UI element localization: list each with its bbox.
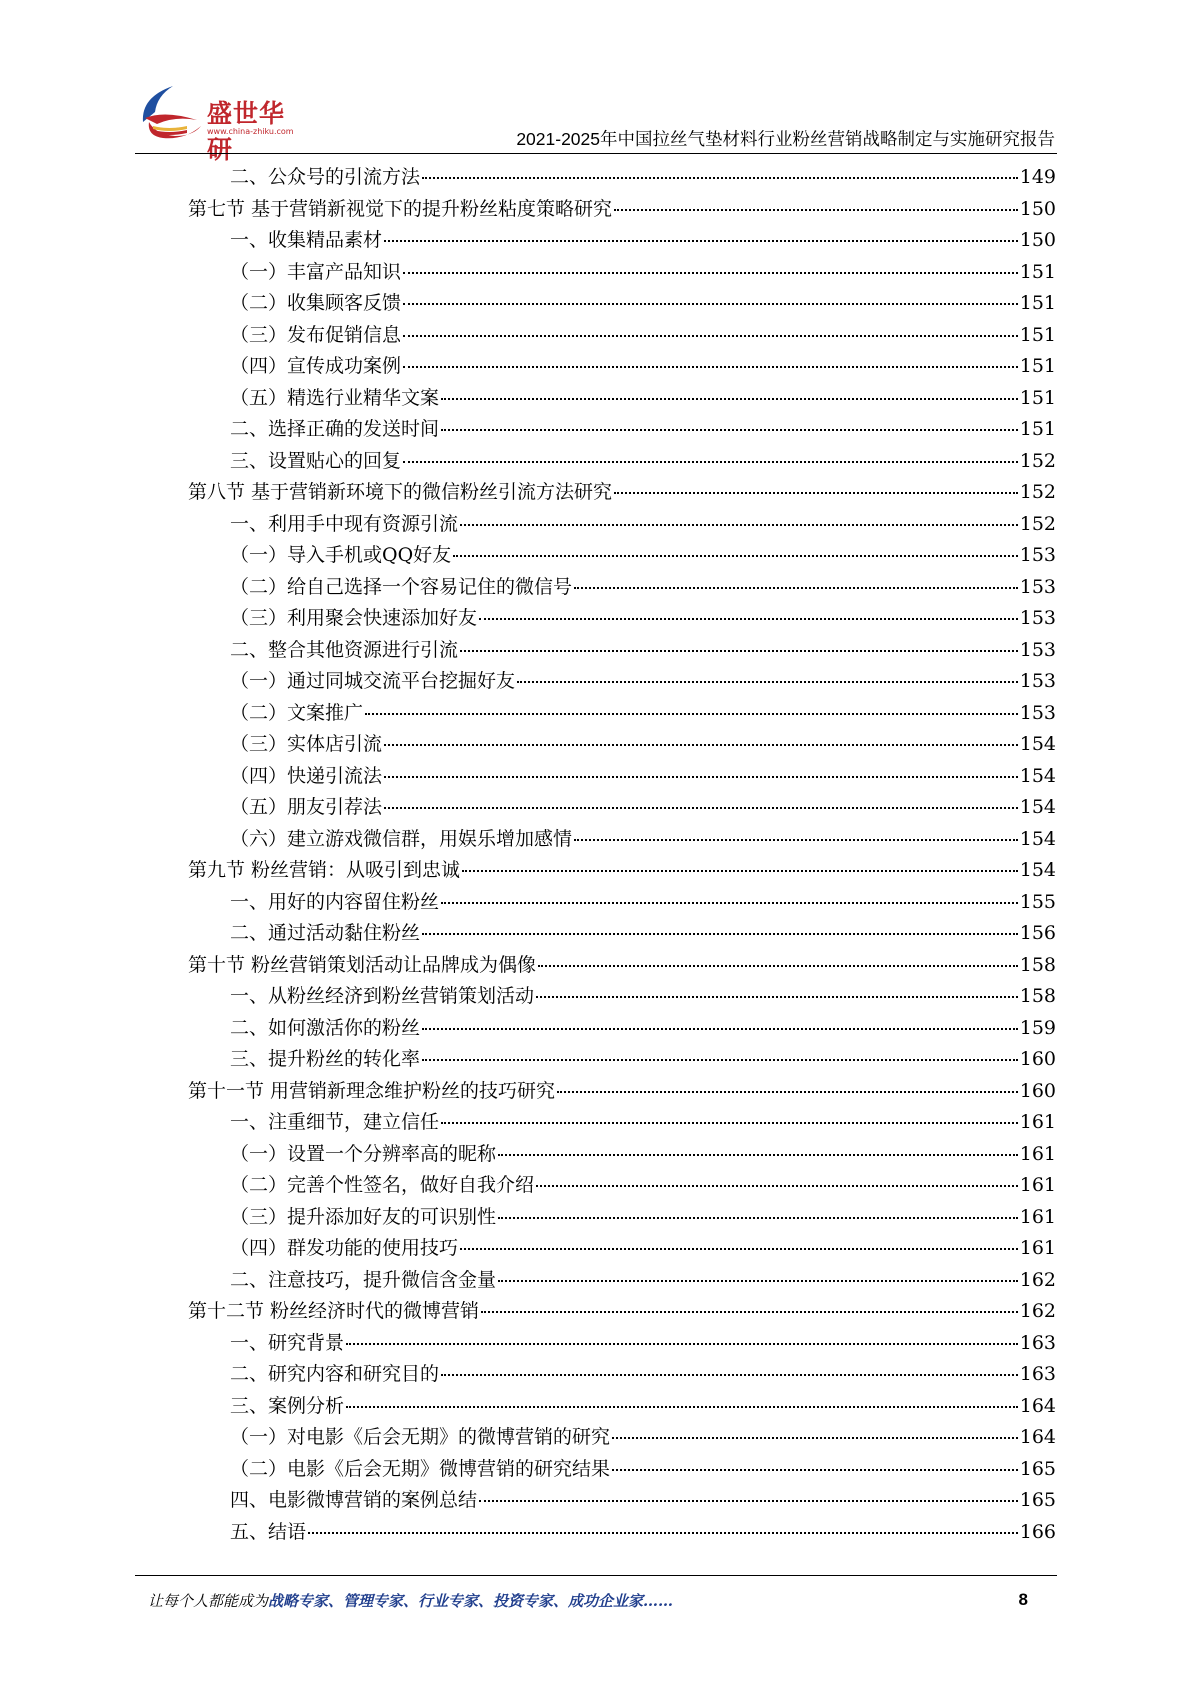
toc-entry-label: 二、整合其他资源进行引流 [230, 638, 459, 661]
toc-dot-leader [614, 208, 1018, 211]
toc-entry-label: （三）实体店引流 [230, 733, 383, 755]
slogan-highlight: 战略专家、管理专家、行业专家、投资专家、成功企业家…… [268, 1592, 674, 1610]
toc-dot-leader [422, 1027, 1018, 1030]
toc-entry[interactable] [150, 1139, 1056, 1171]
toc-dot-leader [460, 649, 1018, 652]
toc-entry-page: 154 [1019, 796, 1056, 818]
toc-entry-label: 三、提升粉丝的转化率 [230, 1048, 421, 1070]
toc-entry-page: 164 [1019, 1394, 1056, 1417]
toc-entry[interactable] [150, 1202, 1056, 1234]
toc-entry[interactable] [150, 225, 1056, 257]
toc-dot-leader [460, 523, 1018, 526]
toc-dot-leader [614, 491, 1018, 494]
toc-entry-page: 161 [1019, 1111, 1056, 1133]
toc-entry-page: 165 [1019, 1489, 1056, 1511]
toc-dot-leader [346, 1342, 1018, 1345]
toc-entry-page: 156 [1019, 922, 1056, 944]
toc-entry[interactable] [150, 572, 1056, 604]
toc-dot-leader [498, 1279, 1018, 1282]
toc-entry-page: 153 [1019, 607, 1056, 629]
toc-entry[interactable] [150, 603, 1056, 635]
toc-entry-page: 166 [1019, 1520, 1056, 1543]
toc-dot-leader [453, 554, 1018, 557]
toc-entry-page: 149 [1019, 166, 1056, 188]
toc-entry-page: 153 [1019, 638, 1056, 661]
header-divider [135, 153, 1057, 154]
toc-dot-leader [441, 1121, 1018, 1124]
toc-entry[interactable] [150, 792, 1056, 824]
toc-dot-leader [422, 176, 1018, 179]
toc-entry-page: 165 [1019, 1457, 1056, 1480]
toc-dot-leader [441, 428, 1018, 431]
toc-entry[interactable] [150, 761, 1056, 793]
toc-entry-label: （二）电影《后会无期》微博营销的研究结果 [230, 1457, 611, 1480]
table-of-contents [150, 162, 1056, 1548]
toc-dot-leader [403, 271, 1018, 274]
toc-entry-page: 150 [1019, 229, 1056, 251]
toc-entry-label: 二、公众号的引流方法 [230, 166, 421, 188]
toc-entry[interactable] [150, 855, 1056, 887]
toc-entry[interactable] [150, 257, 1056, 289]
toc-entry-page: 154 [1019, 733, 1056, 755]
toc-dot-leader [441, 397, 1018, 400]
toc-entry-page: 152 [1019, 481, 1056, 503]
toc-dot-leader [403, 460, 1018, 463]
toc-entry[interactable] [150, 383, 1056, 415]
toc-entry[interactable] [150, 824, 1056, 856]
toc-entry-page: 153 [1019, 670, 1056, 692]
page-footer [148, 1590, 1028, 1620]
toc-entry-page: 162 [1019, 1300, 1056, 1322]
toc-dot-leader [481, 1310, 1018, 1313]
toc-dot-leader [479, 617, 1018, 620]
toc-entry-page: 153 [1019, 701, 1056, 724]
toc-entry-page: 154 [1019, 859, 1056, 881]
toc-entry-label: （一）通过同城交流平台挖掘好友 [230, 670, 516, 692]
toc-entry-label: 五、结语 [230, 1520, 307, 1543]
toc-entry-page: 151 [1019, 418, 1056, 440]
toc-dot-leader [517, 680, 1018, 683]
toc-entry[interactable] [150, 446, 1056, 478]
toc-entry[interactable] [150, 1454, 1056, 1486]
toc-dot-leader [612, 1468, 1018, 1471]
toc-entry[interactable] [150, 1265, 1056, 1297]
toc-entry-label: （五）精选行业精华文案 [230, 386, 440, 409]
toc-dot-leader [365, 712, 1018, 715]
toc-entry-page: 163 [1019, 1363, 1056, 1385]
toc-dot-leader [536, 1184, 1018, 1187]
toc-dot-leader [536, 995, 1018, 998]
toc-entry[interactable] [150, 1013, 1056, 1045]
toc-entry-page: 161 [1019, 1237, 1056, 1259]
toc-entry-label: （二）文案推广 [230, 701, 364, 724]
toc-entry-label: 二、研究内容和研究目的 [230, 1363, 440, 1385]
toc-dot-leader [612, 1436, 1018, 1439]
toc-entry[interactable] [150, 1107, 1056, 1139]
toc-entry-page: 163 [1019, 1331, 1056, 1354]
toc-dot-leader [384, 806, 1018, 809]
page-header [135, 78, 1055, 164]
toc-entry-label: 一、收集精品素材 [230, 229, 383, 251]
toc-entry[interactable] [150, 1328, 1056, 1360]
toc-dot-leader [574, 586, 1018, 589]
toc-entry-page: 151 [1019, 323, 1056, 346]
toc-dot-leader [403, 365, 1018, 368]
toc-entry-page: 161 [1019, 1174, 1056, 1196]
toc-entry[interactable] [150, 509, 1056, 541]
toc-entry-page: 151 [1019, 355, 1056, 377]
toc-dot-leader [308, 1531, 1018, 1534]
report-title: 2021-2025年中国拉丝气垫材料行业粉丝营销战略制定与实施研究报告 [516, 129, 1055, 149]
toc-entry-page: 162 [1019, 1268, 1056, 1291]
toc-dot-leader [498, 1216, 1018, 1219]
toc-entry[interactable] [150, 918, 1056, 950]
toc-entry[interactable] [150, 635, 1056, 667]
toc-entry[interactable] [150, 1517, 1056, 1549]
toc-dot-leader [441, 1373, 1018, 1376]
company-logo [135, 78, 305, 164]
toc-entry[interactable] [150, 666, 1056, 698]
toc-entry-label: 二、通过活动黏住粉丝 [230, 922, 421, 944]
toc-entry[interactable] [150, 1359, 1056, 1391]
toc-entry-label: 二、注意技巧，提升微信含金量 [230, 1268, 497, 1291]
toc-dot-leader [479, 1499, 1018, 1502]
toc-entry-page: 164 [1019, 1426, 1056, 1448]
toc-entry[interactable] [150, 729, 1056, 761]
toc-entry-page: 161 [1019, 1205, 1056, 1228]
toc-entry[interactable] [150, 981, 1056, 1013]
toc-dot-leader [574, 838, 1018, 841]
toc-entry-label: 三、案例分析 [230, 1394, 345, 1417]
toc-entry-label: （二）收集顾客反馈 [230, 292, 402, 314]
toc-entry[interactable] [150, 320, 1056, 352]
toc-entry-label: 第七节 基于营销新视觉下的提升粉丝粘度策略研究 [188, 197, 613, 220]
toc-entry[interactable] [150, 950, 1056, 982]
toc-dot-leader [460, 1247, 1018, 1250]
toc-entry-label: （三）利用聚会快速添加好友 [230, 607, 478, 629]
logo-emblem-icon [135, 82, 205, 144]
toc-dot-leader [462, 869, 1018, 872]
toc-entry[interactable] [150, 1296, 1056, 1328]
toc-entry-label: （一）丰富产品知识 [230, 260, 402, 283]
logo-name: 盛世华研 [207, 99, 286, 164]
toc-entry-label: 二、如何激活你的粉丝 [230, 1016, 421, 1039]
toc-dot-leader [403, 334, 1018, 337]
toc-entry[interactable] [150, 1391, 1056, 1423]
toc-entry-page: 154 [1019, 827, 1056, 850]
toc-dot-leader [384, 775, 1018, 778]
toc-entry[interactable] [150, 288, 1056, 320]
toc-entry-label: （二）给自己选择一个容易记住的微信号 [230, 575, 573, 598]
toc-dot-leader [557, 1090, 1018, 1093]
toc-entry-label: 第八节 基于营销新环境下的微信粉丝引流方法研究 [188, 481, 613, 503]
toc-entry-page: 160 [1019, 1048, 1056, 1070]
toc-entry-label: （四）快递引流法 [230, 764, 383, 787]
toc-entry[interactable] [150, 477, 1056, 509]
toc-entry-label: 第十节 粉丝营销策划活动让品牌成为偶像 [188, 953, 537, 976]
toc-entry-label: （一）导入手机或QQ好友 [230, 544, 452, 566]
toc-entry[interactable] [150, 1170, 1056, 1202]
toc-entry-page: 151 [1019, 260, 1056, 283]
toc-dot-leader [422, 1058, 1018, 1061]
toc-entry-label: （四）群发功能的使用技巧 [230, 1237, 459, 1259]
toc-entry[interactable] [150, 162, 1056, 194]
toc-entry-page: 153 [1019, 575, 1056, 598]
toc-entry-label: （一）对电影《后会无期》的微博营销的研究 [230, 1426, 611, 1448]
footer-divider [135, 1575, 1057, 1576]
footer-slogan [148, 1590, 673, 1611]
slogan-prefix: 让每个人都能成为 [148, 1592, 269, 1610]
toc-entry-page: 152 [1019, 449, 1056, 472]
toc-entry-page: 153 [1019, 544, 1056, 566]
toc-entry-label: （六）建立游戏微信群，用娱乐增加感情 [230, 827, 573, 850]
toc-dot-leader [441, 901, 1018, 904]
toc-entry-label: 一、研究背景 [230, 1331, 345, 1354]
toc-entry[interactable] [150, 1076, 1056, 1108]
toc-entry[interactable] [150, 540, 1056, 572]
toc-entry[interactable] [150, 194, 1056, 226]
toc-entry[interactable] [150, 1233, 1056, 1265]
toc-entry-page: 158 [1019, 953, 1056, 976]
toc-entry-page: 158 [1019, 985, 1056, 1007]
toc-entry-label: （二）完善个性签名，做好自我介绍 [230, 1174, 535, 1196]
toc-entry-label: 一、注重细节，建立信任 [230, 1111, 440, 1133]
logo-url: www.china-zhiku.com [207, 127, 294, 136]
toc-entry[interactable] [150, 1485, 1056, 1517]
toc-entry[interactable] [150, 1422, 1056, 1454]
toc-entry-page: 150 [1019, 197, 1056, 220]
toc-entry-page: 160 [1019, 1079, 1056, 1102]
toc-entry-label: （四）宣传成功案例 [230, 355, 402, 377]
toc-entry-label: 一、从粉丝经济到粉丝营销策划活动 [230, 985, 535, 1007]
toc-entry[interactable] [150, 887, 1056, 919]
toc-entry[interactable] [150, 414, 1056, 446]
toc-entry-label: 第十一节 用营销新理念维护粉丝的技巧研究 [188, 1079, 556, 1102]
toc-entry-page: 161 [1019, 1142, 1056, 1165]
toc-entry-label: （三）提升添加好友的可识别性 [230, 1205, 497, 1228]
toc-entry-label: 第十二节 粉丝经济时代的微博营销 [188, 1300, 480, 1322]
toc-entry-page: 154 [1019, 764, 1056, 787]
toc-entry-page: 155 [1019, 890, 1056, 913]
toc-entry-label: （一）设置一个分辨率高的昵称 [230, 1142, 497, 1165]
toc-entry-page: 151 [1019, 386, 1056, 409]
toc-entry-page: 152 [1019, 512, 1056, 535]
toc-entry-page: 151 [1019, 292, 1056, 314]
toc-entry-label: 二、选择正确的发送时间 [230, 418, 440, 440]
toc-dot-leader [346, 1405, 1018, 1408]
toc-entry-label: 第九节 粉丝营销：从吸引到忠诚 [188, 859, 461, 881]
page-number: 8 [1018, 1590, 1028, 1609]
toc-dot-leader [422, 932, 1018, 935]
toc-entry-page: 159 [1019, 1016, 1056, 1039]
toc-entry[interactable] [150, 351, 1056, 383]
toc-dot-leader [498, 1153, 1018, 1156]
toc-dot-leader [538, 964, 1018, 967]
toc-entry-label: 三、设置贴心的回复 [230, 449, 402, 472]
toc-entry-label: 一、用好的内容留住粉丝 [230, 890, 440, 913]
toc-entry-label: 四、电影微博营销的案例总结 [230, 1489, 478, 1511]
toc-entry[interactable] [150, 1044, 1056, 1076]
toc-dot-leader [384, 743, 1018, 746]
toc-entry[interactable] [150, 698, 1056, 730]
toc-dot-leader [384, 239, 1018, 242]
toc-dot-leader [403, 302, 1018, 305]
toc-entry-label: （五）朋友引荐法 [230, 796, 383, 818]
toc-entry-label: （三）发布促销信息 [230, 323, 402, 346]
toc-entry-label: 一、利用手中现有资源引流 [230, 512, 459, 535]
